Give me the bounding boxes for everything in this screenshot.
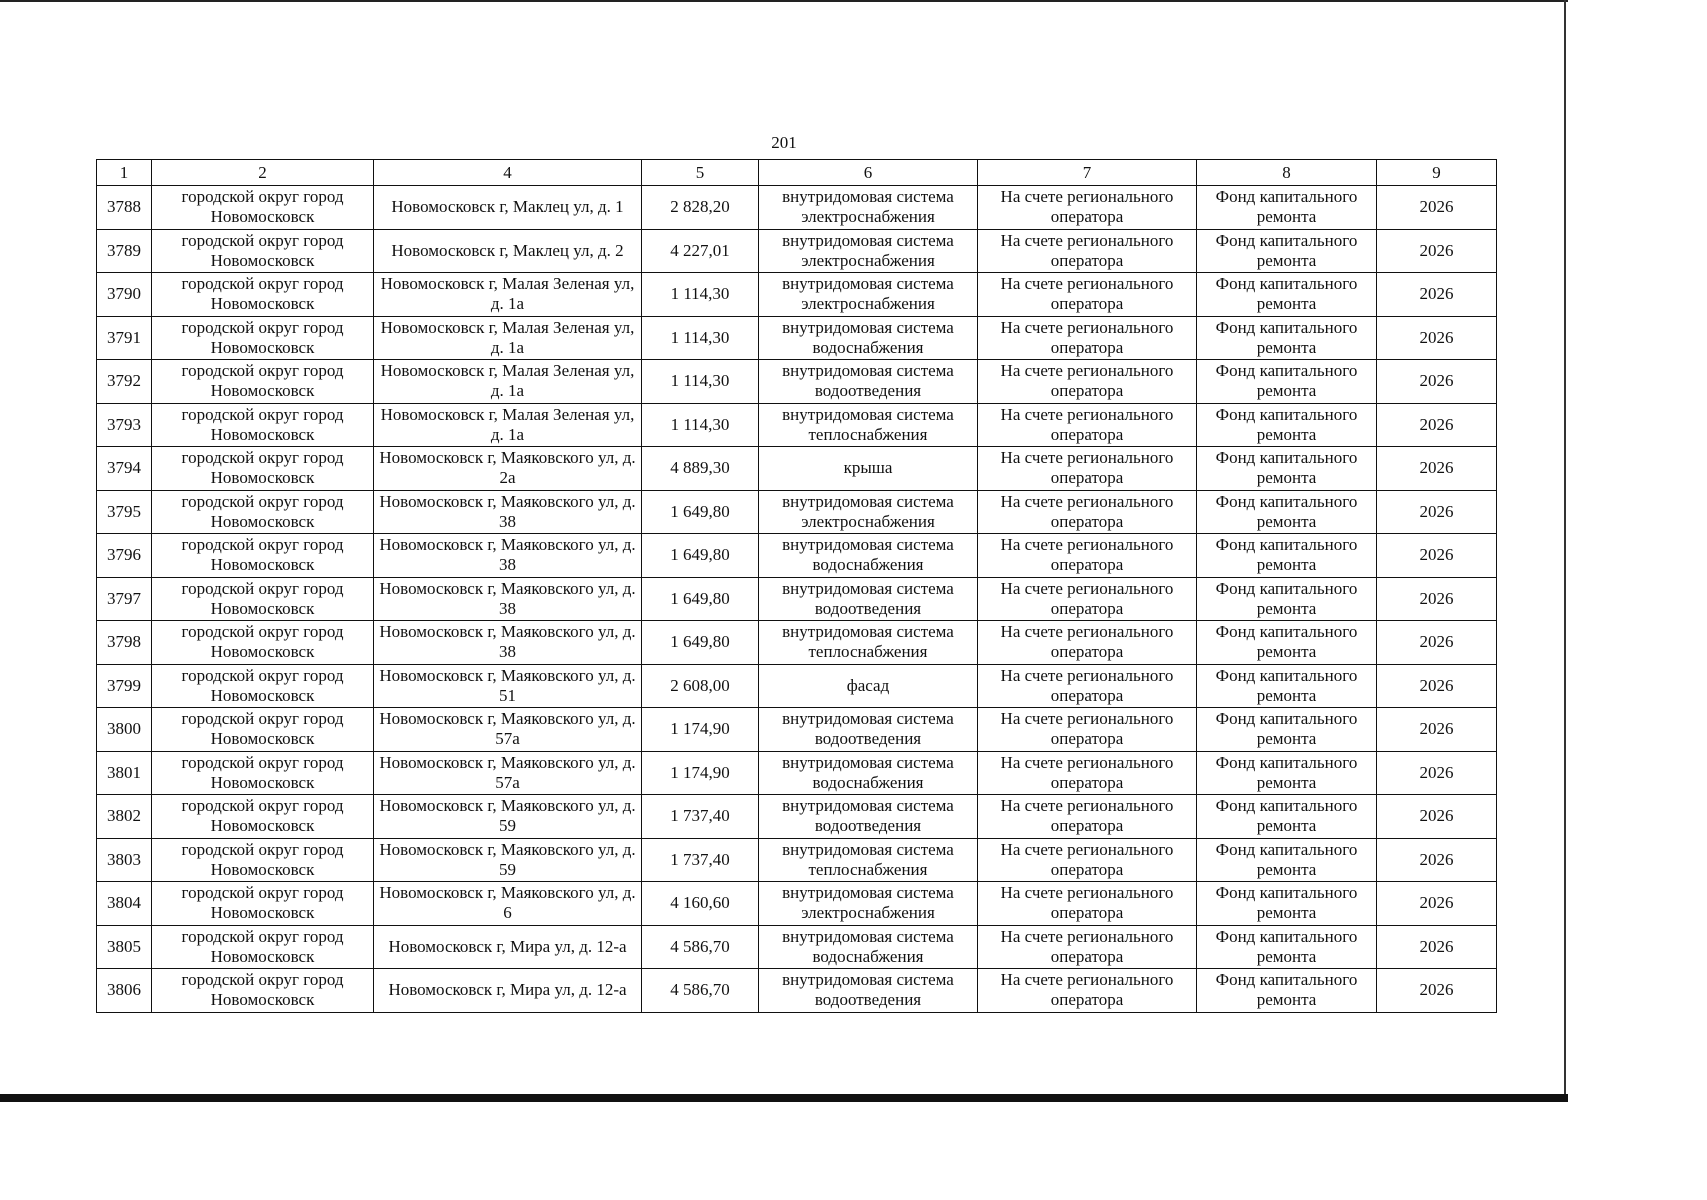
- funding-source-cell: Фонд капитального ремонта: [1197, 664, 1377, 708]
- area-cell: 4 586,70: [642, 969, 759, 1013]
- row-number-cell: 3793: [97, 403, 152, 447]
- table-row: [97, 795, 1497, 839]
- funding-source-cell: Фонд капитального ремонта: [1197, 621, 1377, 665]
- municipality-cell: городской округ город Новомосковск: [152, 360, 374, 404]
- row-number-cell: 3797: [97, 577, 152, 621]
- work-type-cell: внутридомовая система электроснабжения: [759, 273, 978, 317]
- area-cell: 4 227,01: [642, 229, 759, 273]
- municipality-cell: городской округ город Новомосковск: [152, 838, 374, 882]
- address-cell: Новомосковск г, Маяковского ул, д. 57а: [374, 751, 642, 795]
- funding-source-cell: Фонд капитального ремонта: [1197, 316, 1377, 360]
- address-cell: Новомосковск г, Мира ул, д. 12-а: [374, 969, 642, 1013]
- account-cell: На счете регионального оператора: [978, 751, 1197, 795]
- address-cell: Новомосковск г, Маяковского ул, д. 2а: [374, 447, 642, 491]
- row-number-cell: 3803: [97, 838, 152, 882]
- work-type-cell: внутридомовая система электроснабжения: [759, 882, 978, 926]
- work-type-cell: внутридомовая система водоснабжения: [759, 316, 978, 360]
- funding-source-cell: Фонд капитального ремонта: [1197, 186, 1377, 230]
- funding-source-cell: Фонд капитального ремонта: [1197, 838, 1377, 882]
- area-cell: 1 174,90: [642, 751, 759, 795]
- work-type-cell: внутридомовая система водоотведения: [759, 969, 978, 1013]
- account-cell: На счете регионального оператора: [978, 360, 1197, 404]
- year-cell: 2026: [1377, 621, 1497, 665]
- account-cell: На счете регионального оператора: [978, 490, 1197, 534]
- area-cell: 1 114,30: [642, 360, 759, 404]
- area-cell: 1 737,40: [642, 838, 759, 882]
- address-cell: Новомосковск г, Маяковского ул, д. 38: [374, 490, 642, 534]
- account-cell: На счете регионального оператора: [978, 316, 1197, 360]
- funding-source-cell: Фонд капитального ремонта: [1197, 969, 1377, 1013]
- table-row: [97, 925, 1497, 969]
- table-row: [97, 490, 1497, 534]
- work-type-cell: фасад: [759, 664, 978, 708]
- scan-bottom-border: [0, 1094, 1568, 1102]
- column-header: 4: [374, 160, 642, 186]
- area-cell: 1 114,30: [642, 316, 759, 360]
- funding-source-cell: Фонд капитального ремонта: [1197, 577, 1377, 621]
- address-cell: Новомосковск г, Малая Зеленая ул, д. 1а: [374, 403, 642, 447]
- year-cell: 2026: [1377, 447, 1497, 491]
- work-type-cell: внутридомовая система теплоснабжения: [759, 621, 978, 665]
- area-cell: 1 649,80: [642, 534, 759, 578]
- funding-source-cell: Фонд капитального ремонта: [1197, 360, 1377, 404]
- account-cell: На счете регионального оператора: [978, 882, 1197, 926]
- account-cell: На счете регионального оператора: [978, 186, 1197, 230]
- area-cell: 1 174,90: [642, 708, 759, 752]
- year-cell: 2026: [1377, 708, 1497, 752]
- column-header: 5: [642, 160, 759, 186]
- funding-source-cell: Фонд капитального ремонта: [1197, 229, 1377, 273]
- account-cell: На счете регионального оператора: [978, 621, 1197, 665]
- table-row: [97, 577, 1497, 621]
- row-number-cell: 3788: [97, 186, 152, 230]
- area-cell: 4 160,60: [642, 882, 759, 926]
- column-header: 2: [152, 160, 374, 186]
- row-number-cell: 3804: [97, 882, 152, 926]
- area-cell: 2 608,00: [642, 664, 759, 708]
- area-cell: 1 649,80: [642, 621, 759, 665]
- funding-source-cell: Фонд капитального ремонта: [1197, 490, 1377, 534]
- row-number-cell: 3798: [97, 621, 152, 665]
- municipality-cell: городской округ город Новомосковск: [152, 882, 374, 926]
- area-cell: 1 737,40: [642, 795, 759, 839]
- table-row: [97, 360, 1497, 404]
- year-cell: 2026: [1377, 969, 1497, 1013]
- row-number-cell: 3806: [97, 969, 152, 1013]
- work-type-cell: внутридомовая система теплоснабжения: [759, 838, 978, 882]
- municipality-cell: городской округ город Новомосковск: [152, 186, 374, 230]
- work-type-cell: внутридомовая система теплоснабжения: [759, 403, 978, 447]
- address-cell: Новомосковск г, Маяковского ул, д. 38: [374, 621, 642, 665]
- table-row: [97, 969, 1497, 1013]
- column-header: 1: [97, 160, 152, 186]
- row-number-cell: 3792: [97, 360, 152, 404]
- work-type-cell: крыша: [759, 447, 978, 491]
- table-row: [97, 447, 1497, 491]
- year-cell: 2026: [1377, 273, 1497, 317]
- funding-source-cell: Фонд капитального ремонта: [1197, 882, 1377, 926]
- work-type-cell: внутридомовая система водоотведения: [759, 360, 978, 404]
- area-cell: 1 649,80: [642, 490, 759, 534]
- municipality-cell: городской округ город Новомосковск: [152, 708, 374, 752]
- address-cell: Новомосковск г, Маяковского ул, д. 59: [374, 795, 642, 839]
- table-row: [97, 664, 1497, 708]
- account-cell: На счете регионального оператора: [978, 838, 1197, 882]
- year-cell: 2026: [1377, 403, 1497, 447]
- area-cell: 2 828,20: [642, 186, 759, 230]
- year-cell: 2026: [1377, 360, 1497, 404]
- row-number-cell: 3795: [97, 490, 152, 534]
- column-number-row: [97, 160, 1497, 186]
- year-cell: 2026: [1377, 664, 1497, 708]
- year-cell: 2026: [1377, 229, 1497, 273]
- account-cell: На счете регионального оператора: [978, 925, 1197, 969]
- municipality-cell: городской округ город Новомосковск: [152, 273, 374, 317]
- municipality-cell: городской округ город Новомосковск: [152, 795, 374, 839]
- year-cell: 2026: [1377, 882, 1497, 926]
- funding-source-cell: Фонд капитального ремонта: [1197, 751, 1377, 795]
- funding-source-cell: Фонд капитального ремонта: [1197, 447, 1377, 491]
- scan-right-border: [1564, 0, 1566, 1102]
- column-header: 8: [1197, 160, 1377, 186]
- area-cell: 4 586,70: [642, 925, 759, 969]
- account-cell: На счете регионального оператора: [978, 708, 1197, 752]
- municipality-cell: городской округ город Новомосковск: [152, 577, 374, 621]
- table-row: [97, 882, 1497, 926]
- account-cell: На счете регионального оператора: [978, 273, 1197, 317]
- municipality-cell: городской округ город Новомосковск: [152, 447, 374, 491]
- municipality-cell: городской округ город Новомосковск: [152, 316, 374, 360]
- address-cell: Новомосковск г, Маяковского ул, д. 51: [374, 664, 642, 708]
- work-type-cell: внутридомовая система электроснабжения: [759, 229, 978, 273]
- year-cell: 2026: [1377, 925, 1497, 969]
- page-number: 201: [771, 133, 797, 152]
- table-row: [97, 708, 1497, 752]
- year-cell: 2026: [1377, 838, 1497, 882]
- work-type-cell: внутридомовая система водоотведения: [759, 795, 978, 839]
- year-cell: 2026: [1377, 751, 1497, 795]
- municipality-cell: городской округ город Новомосковск: [152, 969, 374, 1013]
- table-row: [97, 751, 1497, 795]
- municipality-cell: городской округ город Новомосковск: [152, 403, 374, 447]
- work-type-cell: внутридомовая система электроснабжения: [759, 490, 978, 534]
- funding-source-cell: Фонд капитального ремонта: [1197, 534, 1377, 578]
- account-cell: На счете регионального оператора: [978, 534, 1197, 578]
- funding-source-cell: Фонд капитального ремонта: [1197, 273, 1377, 317]
- row-number-cell: 3799: [97, 664, 152, 708]
- address-cell: Новомосковск г, Маяковского ул, д. 59: [374, 838, 642, 882]
- address-cell: Новомосковск г, Маяковского ул, д. 38: [374, 577, 642, 621]
- address-cell: Новомосковск г, Мира ул, д. 12-а: [374, 925, 642, 969]
- table-body: [97, 160, 1497, 1013]
- table-row: [97, 186, 1497, 230]
- table-row: [97, 534, 1497, 578]
- funding-source-cell: Фонд капитального ремонта: [1197, 708, 1377, 752]
- year-cell: 2026: [1377, 186, 1497, 230]
- row-number-cell: 3794: [97, 447, 152, 491]
- municipality-cell: городской округ город Новомосковск: [152, 621, 374, 665]
- column-header: 7: [978, 160, 1197, 186]
- work-type-cell: внутридомовая система водоотведения: [759, 708, 978, 752]
- municipality-cell: городской округ город Новомосковск: [152, 534, 374, 578]
- table-row: [97, 621, 1497, 665]
- account-cell: На счете регионального оператора: [978, 969, 1197, 1013]
- work-type-cell: внутридомовая система водоснабжения: [759, 751, 978, 795]
- work-type-cell: внутридомовая система электроснабжения: [759, 186, 978, 230]
- table-row: [97, 838, 1497, 882]
- year-cell: 2026: [1377, 795, 1497, 839]
- work-type-cell: внутридомовая система водоснабжения: [759, 925, 978, 969]
- row-number-cell: 3800: [97, 708, 152, 752]
- area-cell: 1 114,30: [642, 403, 759, 447]
- year-cell: 2026: [1377, 316, 1497, 360]
- account-cell: На счете регионального оператора: [978, 795, 1197, 839]
- account-cell: На счете регионального оператора: [978, 403, 1197, 447]
- row-number-cell: 3789: [97, 229, 152, 273]
- municipality-cell: городской округ город Новомосковск: [152, 229, 374, 273]
- funding-source-cell: Фонд капитального ремонта: [1197, 403, 1377, 447]
- address-cell: Новомосковск г, Маяковского ул, д. 57а: [374, 708, 642, 752]
- table-row: [97, 403, 1497, 447]
- row-number-cell: 3802: [97, 795, 152, 839]
- column-header: 6: [759, 160, 978, 186]
- address-cell: Новомосковск г, Маяковского ул, д. 6: [374, 882, 642, 926]
- column-header: 9: [1377, 160, 1497, 186]
- year-cell: 2026: [1377, 534, 1497, 578]
- municipality-cell: городской округ город Новомосковск: [152, 751, 374, 795]
- address-cell: Новомосковск г, Маклец ул, д. 2: [374, 229, 642, 273]
- area-cell: 1 649,80: [642, 577, 759, 621]
- address-cell: Новомосковск г, Малая Зеленая ул, д. 1а: [374, 273, 642, 317]
- row-number-cell: 3801: [97, 751, 152, 795]
- area-cell: 4 889,30: [642, 447, 759, 491]
- table-row: [97, 273, 1497, 317]
- area-cell: 1 114,30: [642, 273, 759, 317]
- table-row: [97, 316, 1497, 360]
- table-row: [97, 229, 1497, 273]
- row-number-cell: 3790: [97, 273, 152, 317]
- year-cell: 2026: [1377, 577, 1497, 621]
- row-number-cell: 3796: [97, 534, 152, 578]
- capital-repair-table: [96, 159, 1497, 1013]
- year-cell: 2026: [1377, 490, 1497, 534]
- address-cell: Новомосковск г, Малая Зеленая ул, д. 1а: [374, 316, 642, 360]
- address-cell: Новомосковск г, Маклец ул, д. 1: [374, 186, 642, 230]
- account-cell: На счете регионального оператора: [978, 447, 1197, 491]
- work-type-cell: внутридомовая система водоснабжения: [759, 534, 978, 578]
- row-number-cell: 3805: [97, 925, 152, 969]
- account-cell: На счете регионального оператора: [978, 664, 1197, 708]
- account-cell: На счете регионального оператора: [978, 577, 1197, 621]
- funding-source-cell: Фонд капитального ремонта: [1197, 925, 1377, 969]
- work-type-cell: внутридомовая система водоотведения: [759, 577, 978, 621]
- account-cell: На счете регионального оператора: [978, 229, 1197, 273]
- address-cell: Новомосковск г, Малая Зеленая ул, д. 1а: [374, 360, 642, 404]
- scan-top-border: [0, 0, 1568, 2]
- municipality-cell: городской округ город Новомосковск: [152, 490, 374, 534]
- row-number-cell: 3791: [97, 316, 152, 360]
- municipality-cell: городской округ город Новомосковск: [152, 664, 374, 708]
- address-cell: Новомосковск г, Маяковского ул, д. 38: [374, 534, 642, 578]
- funding-source-cell: Фонд капитального ремонта: [1197, 795, 1377, 839]
- municipality-cell: городской округ город Новомосковск: [152, 925, 374, 969]
